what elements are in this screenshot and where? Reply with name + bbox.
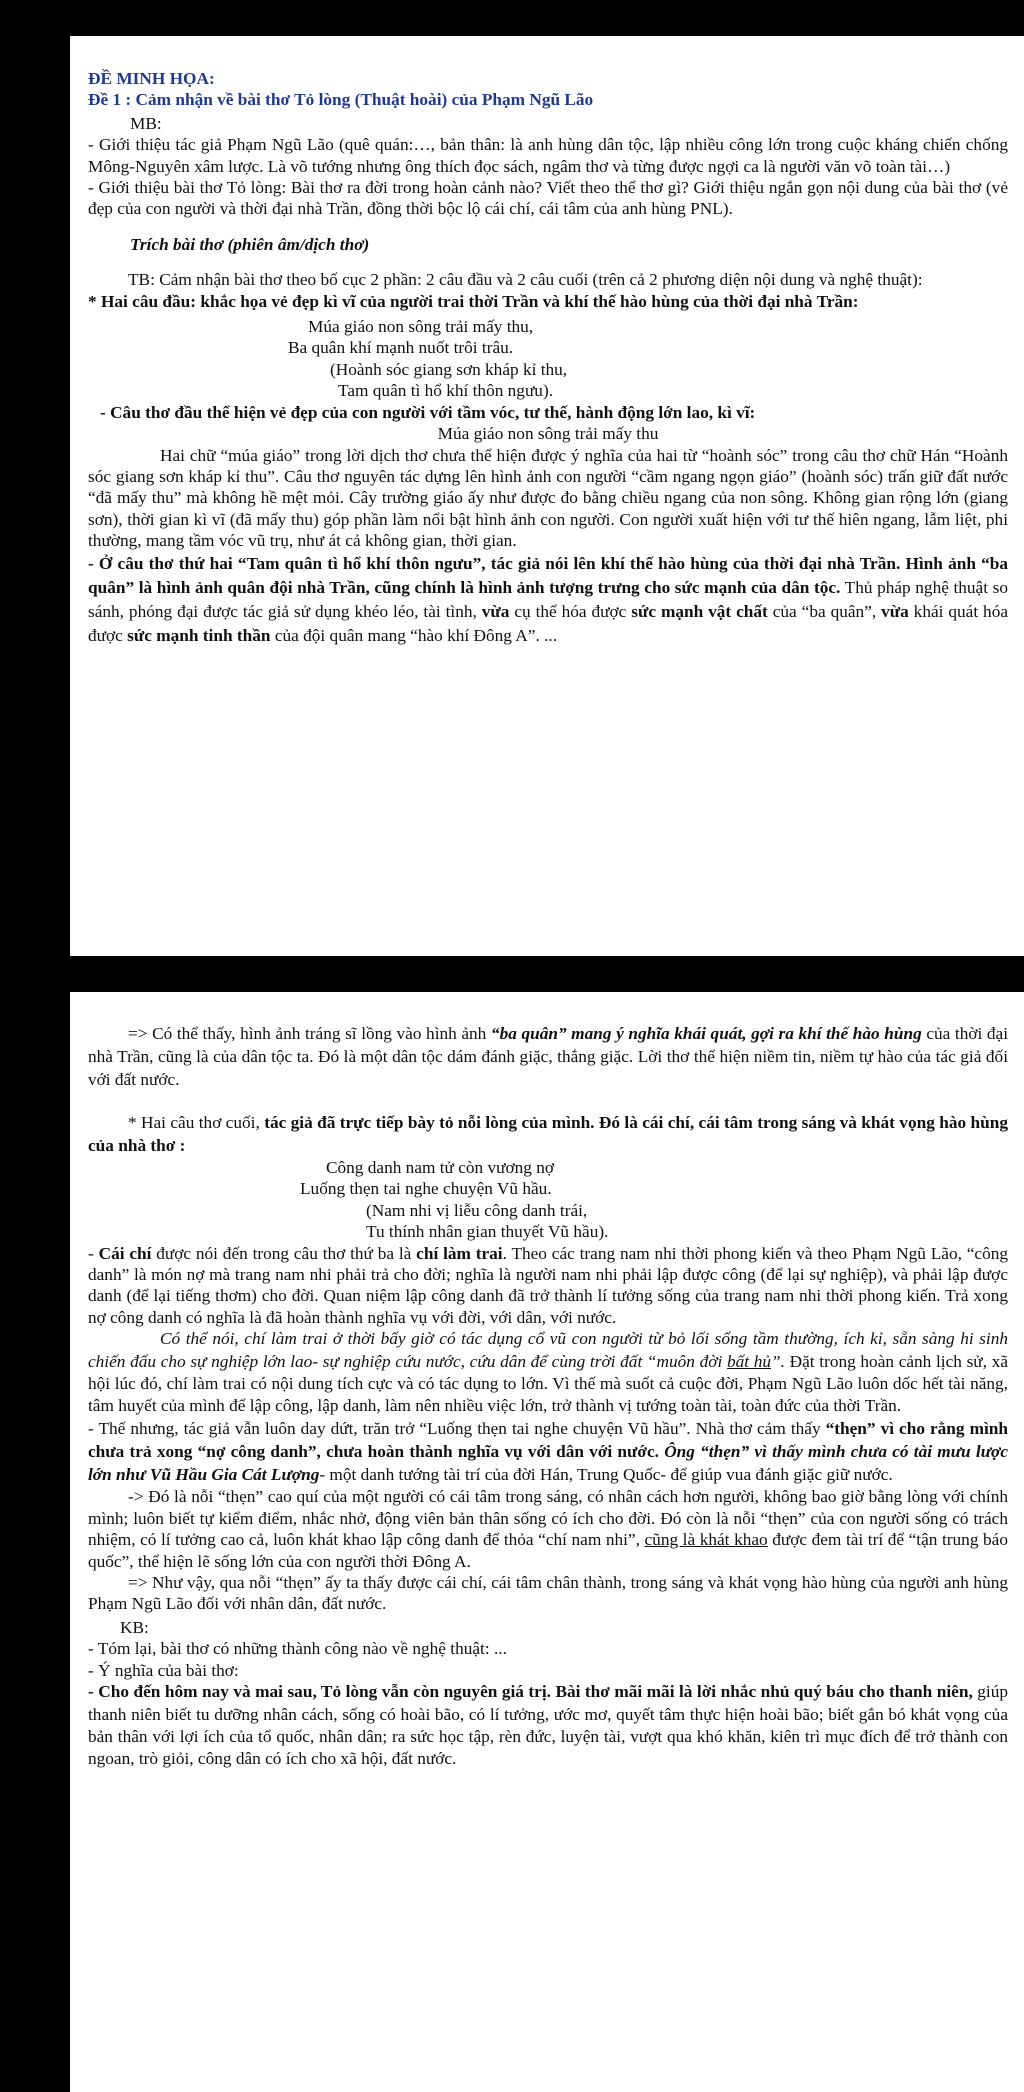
chi-text: được nói đến trong câu thơ thứ ba là (151, 1243, 417, 1263)
then-text: - một danh tướng tài trí của đời Hán, Trung Quốc- để giúp vua đánh giặc giữ nước. (319, 1465, 893, 1485)
page-separator (0, 956, 1024, 992)
poem-first-two-lines (88, 316, 1008, 402)
concl-text: => Có thể thấy, hình ảnh tráng sĩ lồng vào hình ảnh (128, 1024, 491, 1043)
chi-text: . Theo các trang nam nhi thời phong kiến và theo Phạm Ngũ Lão, “công danh” là món nợ mà trang nam nhi phải trả cho đời; nghĩa là người nam nhi phải lập được công (để lại sự nghiệp), và phải lập được danh (để lại tiếng thơm) cho đời. Quan niệm lập công danh đã trở thành lí tưởng sống của trang nam nhi thời phong kiến. Trả xong nợ công danh có nghĩa là đã hoàn thành nghĩa vụ với đời, với dân, với nước. (88, 1243, 1009, 1327)
tb-part1-heading: * Hai câu đầu: khắc họa vẻ đẹp kì vĩ của người trai thời Trần và khí thế hào hùng của thời đại nhà Trần: (88, 291, 859, 311)
line2-vua-2: vừa (881, 601, 909, 621)
document-page-2 (70, 992, 1024, 2092)
then-bold-italic: Ông “thẹn” vì thấy mình chưa có tài mưu lược lớn như Vũ Hầu Gia Cát Lượng (88, 1442, 1008, 1485)
poem-last-two-lines (88, 1157, 1008, 1243)
chi-bold: Cái chí (98, 1243, 152, 1263)
noi-then-text: được đem tài trí để “tận trung báo quốc”, thể hiện lẽ sống lớn của con người thời Đông A. (88, 1530, 1008, 1571)
concl-emphasis: “ba quân” mang ý nghĩa khái quát, gợi ra khí thế hào hùng (490, 1024, 922, 1043)
then-paragraph (88, 1417, 1008, 1486)
document-heading: ĐỀ MINH HỌA: (88, 69, 215, 88)
chi-text: - (88, 1243, 99, 1263)
line2-analysis (88, 552, 1008, 648)
part2-heading (88, 1111, 1008, 1157)
kb-item-3-text: giúp thanh niên biết tu dưỡng nhân cách, sống có hoài bão, có lí tưởng, ước mơ, quyết tâm thực hiện hoài bão; biết gắn bó khát vọng của bản thân với lợi ích của tổ quốc, nhân dân; ra sức học tập, rèn đức, luyện tài, vượt qua khó khăn, kiên trì mục đích để trở thành con ngoan, trò giỏi, công dân có ích cho xã hội, đất nước. (88, 1682, 1008, 1769)
line1-quote: Múa giáo non sông trải mấy thu (437, 424, 659, 444)
part2-text: * Hai câu thơ cuối, (128, 1113, 265, 1132)
poem-line: Công danh nam tử còn vương nợ (326, 1158, 555, 1177)
concl-text: của thời đại nhà Trần, cũng là của dân tộc ta. Đó là một dân tộc dám đánh giặc, thắng giặc. Lời thơ thể hiện niềm tin, niềm tự hào của tác giả đối với đất nước. (88, 1024, 1008, 1089)
poem-line: Tu thính nhân gian thuyết Vũ hầu). (366, 1222, 609, 1242)
nhu-vay-paragraph: => Như vậy, qua nỗi “thẹn” ấy ta thấy được cái chí, cái tâm chân thành, trong sáng và khát vọng hào hùng của người anh hùng Phạm Ngũ Lão đối với nhân dân, đất nước. (88, 1573, 1008, 1614)
page-2-content (88, 1022, 1008, 1771)
part2-bold: tác giả đã trực tiếp bày tỏ nỗi lòng của mình. Đó là cái chí, cái tâm trong sáng và khát vọng hào hùng của nhà thơ : (88, 1113, 1008, 1155)
noi-then-paragraph (88, 1486, 1008, 1572)
noi-then-text: -> Đó là nỗi “thẹn” cao quí của một người có cái tâm trong sáng, có nhân cách hơn người, không bao giờ bằng lòng với chính mình; luôn biết tự kiểm điểm, nhắc nhở, động viên bản thân sống có ích cho đời. Đó còn là nỗi “thẹn” của con người sống có trách nhiệm, có lí tưởng cao cả, luôn khát khao lập công danh để thỏa “chí nam nhi”, (88, 1487, 1008, 1550)
tb-intro: TB: Cảm nhận bài thơ theo bố cục 2 phần: 2 câu đầu và 2 câu cuối (trên cả 2 phương diện nội dung và nghệ thuật): (128, 270, 923, 290)
line2-spiritual-strength: sức mạnh tinh thần (127, 625, 271, 645)
chi-lam-trai-commentary (88, 1328, 1008, 1417)
poem-line: Luống thẹn tai nghe chuyện Vũ hầu. (300, 1179, 552, 1199)
poem-line: Múa giáo non sông trải mấy thu, (308, 317, 534, 337)
line2-text: của “ba quân”, (767, 601, 882, 621)
commentary-text: Đặt trong hoàn cảnh lịch sử, xã hội lúc đó, chí làm trai có nội dung tích cực và có tác dụng to lớn. Vì thế mà suốt cả cuộc đời, Phạm Ngũ Lão luôn dốc hết tài năng, tâm huyết của mình để lập công, lập danh, làm nên nhiều việc lớn, trở thành vị tướng toàn tài, toàn đức của thời Trần. (88, 1351, 1008, 1416)
line2-material-strength: sức mạnh vật chất (631, 601, 768, 621)
then-bold: “thẹn” vì cho rằng mình chưa trả xong “nợ công danh”, chưa hoàn thành nghĩa vụ với dân với nước. (88, 1419, 1008, 1462)
line2-text: Thủ pháp nghệ thuật so sánh, phóng đại được tác giả sử dụng khéo léo, tài tình, (88, 577, 1008, 621)
mb-label: MB: (130, 113, 162, 133)
kb-item-2: - Ý nghĩa của bài thơ: (88, 1660, 239, 1680)
line1-heading: - Câu thơ đầu thể hiện vẻ đẹp của con người với tầm vóc, tư thế, hành động lớn lao, kì vĩ: (100, 402, 756, 422)
mb-paragraph-2: - Giới thiệu bài thơ Tỏ lòng: Bài thơ ra đời trong hoàn cảnh nào? Viết theo thể thơ gì? Giới thiệu ngắn gọn nội dung của bài thơ (vẻ đẹp của con người và thời đại nhà Trần, đồng thời bộc lộ cái chí, cái tâm của anh hùng PNL). (88, 178, 1008, 219)
poem-line: Tam quân tì hổ khí thôn ngưu). (338, 381, 554, 401)
chi-bold: chí làm trai (416, 1243, 503, 1263)
poem-line: Ba quân khí mạnh nuốt trôi trâu. (288, 338, 514, 358)
then-text: - Thế nhưng, tác giả vẫn luôn day dứt, trăn trở “Luống thẹn tai nghe chuyện Vũ hầu”. Nhà thơ cảm thấy (88, 1419, 826, 1439)
commentary-underlined: bất hủ (726, 1351, 772, 1371)
poem-line: (Nam nhi vị liễu công danh trái, (366, 1200, 588, 1220)
kb-item-3-bold: - Cho đến hôm nay và mai sau, Tỏ lòng vẫn còn nguyên giá trị. Bài thơ mãi mãi là lời nhắc nhủ quý báu cho thanh niên, (88, 1682, 973, 1702)
document-page-1 (70, 36, 1024, 956)
noi-then-underlined: cũng là khát khao (644, 1530, 768, 1550)
poem-excerpt-note: Trích bài thơ (phiên âm/dịch thơ) (130, 234, 370, 254)
mb-paragraph-1: - Giới thiệu tác giả Phạm Ngũ Lão (quê quán:…, bản thân: là anh hùng dân tộc, lập nhiều công lớn trong cuộc kháng chiến chống Mông-Nguyên xâm lược. Là võ tướng nhưng ông thích đọc sách, ngâm thơ và từng được ngợi ca là người văn võ toàn tài…) (88, 135, 1008, 176)
chi-lam-trai-paragraph (88, 1243, 1008, 1329)
line2-text: khái quát hóa được (88, 601, 1009, 645)
kb-label: KB: (120, 1617, 149, 1637)
kb-item-3 (88, 1681, 1008, 1771)
essay-topic: Đề 1 : Cảm nhận về bài thơ Tỏ lòng (Thuật hoài) của Phạm Ngũ Lão (88, 90, 594, 110)
line1-analysis: Hai chữ “múa giáo” trong lời dịch thơ chưa thể hiện được ý nghĩa của hai từ “hoành sóc” trong câu thơ chữ Hán “Hoành sóc giang sơn kháp kỉ thu”. Câu thơ nguyên tác dựng lên hình ảnh con người “cầm ngang ngọn giáo” (hoành sóc) trấn giữ đất nước “đã mấy thu” mà không hề mệt mỏi. Cây trường giáo ấy như được đo bằng chiều ngang của non sông. Không gian rộng lớn (giang sơn), thời gian kì vĩ (đã mấy thu) góp phần làm nổi bật hình ảnh con người. Con người xuất hiện với tư thế hiên ngang, lẫm liệt, phi thường, mang tầm vóc vũ trụ, như át cả không gian, thời gian. (88, 445, 1008, 551)
conclusion-part1 (88, 1022, 1008, 1091)
line2-bold-text: - Ở câu thơ thứ hai “Tam quân tì hổ khí thôn ngưu”, tác giả nói lên khí thế hào hùng của thời đại nhà Trần. Hình ảnh “ba quân” là hình ảnh quân đội nhà Trần, cũng chính là hình ảnh tượng trưng cho sức mạnh của dân tộc. (88, 553, 1008, 597)
kb-item-1: - Tóm lại, bài thơ có những thành công nào về nghệ thuật: ... (88, 1639, 507, 1659)
commentary-italic: Có thể nói, chí làm trai ở thời bấy giờ có tác dụng cổ vũ con người từ bỏ lối sống tầm thường, ích kỉ, sẵn sàng hi sinh chiến đấu cho sự nghiệp lớn lao- sự nghiệp cứu nước, cứu dân để cùng trời đất “muôn đời (88, 1329, 1008, 1371)
commentary-italic: ”. (771, 1351, 785, 1371)
line2-vua-1: vừa (481, 601, 510, 621)
page-1-content (88, 68, 1008, 648)
poem-line: (Hoành sóc giang sơn kháp kỉ thu, (330, 359, 568, 379)
line2-text: cụ thể hóa được (509, 601, 632, 621)
line2-text: của đội quân mang “hào khí Đông A”. ... (270, 625, 558, 645)
